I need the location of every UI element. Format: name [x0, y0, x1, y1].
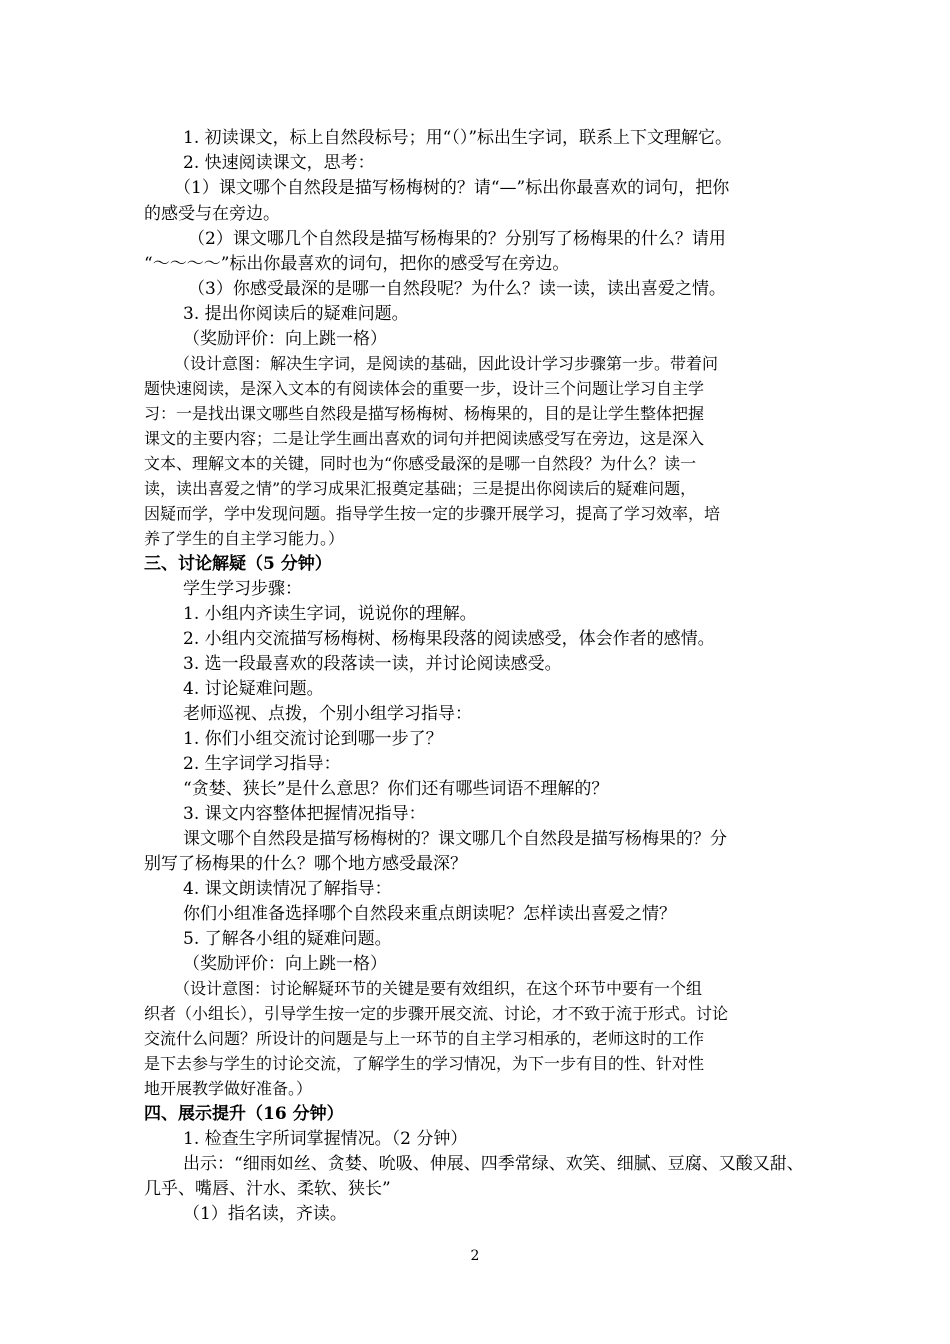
design-intent-line: 题快速阅读，是深入文本的有阅读体会的重要一步，设计三个问题让学习自主学 [144, 379, 705, 398]
text-line: 几乎、嘴唇、汁水、柔软、狭长” [144, 1179, 391, 1199]
text-line: 3. 课文内容整体把握情况指导： [183, 804, 426, 824]
text-line: 3. 选一段最喜欢的段落读一读，并讨论阅读感受。 [183, 654, 562, 674]
design-intent-line: 课文的主要内容；二是让学生画出喜欢的词句并把阅读感受写在旁边，这是深入 [144, 429, 705, 448]
design-intent-line: 地开展教学做好准备。） [144, 1079, 313, 1098]
text-line: 的感受与在旁边。 [144, 204, 280, 224]
text-line: （1）课文哪个自然段是描写杨梅树的？请“—”标出你最喜欢的词句，把你 [174, 178, 730, 198]
text-line: 5. 了解各小组的疑难问题。 [183, 929, 392, 949]
design-intent-line: 文本、理解文本的关键，同时也为“你感受最深的是哪一自然段？为什么？读一 [144, 454, 697, 473]
text-line: “贪婪、狭长”是什么意思？你们还有哪些词语不理解的？ [183, 779, 609, 799]
text-line: 4. 课文朗读情况了解指导： [183, 879, 392, 899]
text-line: 2. 生字词学习指导： [183, 754, 341, 774]
design-intent-line: 交流什么问题？所设计的问题是与上一环节的自主学习相承的，老师这时的工作 [144, 1029, 705, 1048]
text-line: 3. 提出你阅读后的疑难问题。 [183, 304, 409, 324]
text-line: 学生学习步骤： [183, 579, 302, 599]
design-intent-line: （设计意图：讨论解疑环节的关键是要有效组织，在这个环节中要有一个组 [174, 979, 703, 998]
design-intent-line: 习：一是找出课文哪些自然段是描写杨梅树、杨梅果的，目的是让学生整体把握 [144, 404, 705, 423]
section-heading: 三、讨论解疑（5 分钟） [144, 554, 332, 574]
design-intent-line: 织者（小组长），引导学生按一定的步骤开展交流、讨论，才不致于流于形式。讨论 [144, 1004, 729, 1023]
page-number: 2 [470, 1248, 480, 1264]
text-line: （3）你感受最深的是哪一自然段呢？为什么？读一读，读出喜爱之情。 [188, 279, 726, 299]
text-line: 课文哪个自然段是描写杨梅树的？课文哪几个自然段是描写杨梅果的？分 [183, 829, 727, 849]
text-line: 4. 讨论疑难问题。 [183, 679, 324, 699]
text-line: 1. 你们小组交流讨论到哪一步了？ [183, 729, 443, 749]
text-line: “～～～～”标出你最喜欢的词句，把你的感受写在旁边。 [144, 254, 570, 274]
text-line: （1）指名读，齐读。 [183, 1204, 347, 1224]
design-intent-line: 因疑而学，学中发现问题。指导学生按一定的步骤开展学习，提高了学习效率，培 [144, 504, 721, 523]
design-intent-line: 是下去参与学生的讨论交流，了解学生的学习情况，为下一步有目的性、针对性 [144, 1054, 705, 1073]
design-intent-line: 读，读出喜爱之情”的学习成果汇报奠定基础；三是提出你阅读后的疑难问题， [144, 479, 697, 498]
text-line: 别写了杨梅果的什么？哪个地方感受最深？ [144, 854, 467, 874]
design-intent-line: 养了学生的自主学习能力。） [144, 529, 345, 548]
text-line: 1. 检查生字所词掌握情况。（2 分钟） [183, 1129, 468, 1149]
text-line: （奖励评价：向上跳一格） [183, 329, 387, 349]
text-line: 出示：“细雨如丝、贪婪、吮吸、伸展、四季常绿、欢笑、细腻、豆腐、又酸又甜、 [183, 1154, 804, 1174]
text-line: 老师巡视、点拨，个别小组学习指导： [183, 704, 472, 724]
section-heading: 四、展示提升（16 分钟） [144, 1104, 344, 1124]
text-line: 2. 快速阅读课文，思考： [183, 153, 375, 173]
design-intent-line: （设计意图：解决生字词，是阅读的基础，因此设计学习步骤第一步。带着问 [174, 354, 719, 373]
text-line: （2）课文哪几个自然段是描写杨梅果的？分别写了杨梅果的什么？请用 [188, 229, 726, 249]
text-line: 2. 小组内交流描写杨梅树、杨梅果段落的阅读感受，体会作者的感情。 [183, 629, 715, 649]
text-line: 1. 初读课文，标上自然段标号；用“（）”标出生字词，联系上下文理解它。 [183, 128, 733, 148]
text-line: （奖励评价：向上跳一格） [183, 954, 387, 974]
text-line: 你们小组准备选择哪个自然段来重点朗读呢？怎样读出喜爱之情？ [183, 904, 676, 924]
text-line: 1. 小组内齐读生字词，说说你的理解。 [183, 604, 477, 624]
